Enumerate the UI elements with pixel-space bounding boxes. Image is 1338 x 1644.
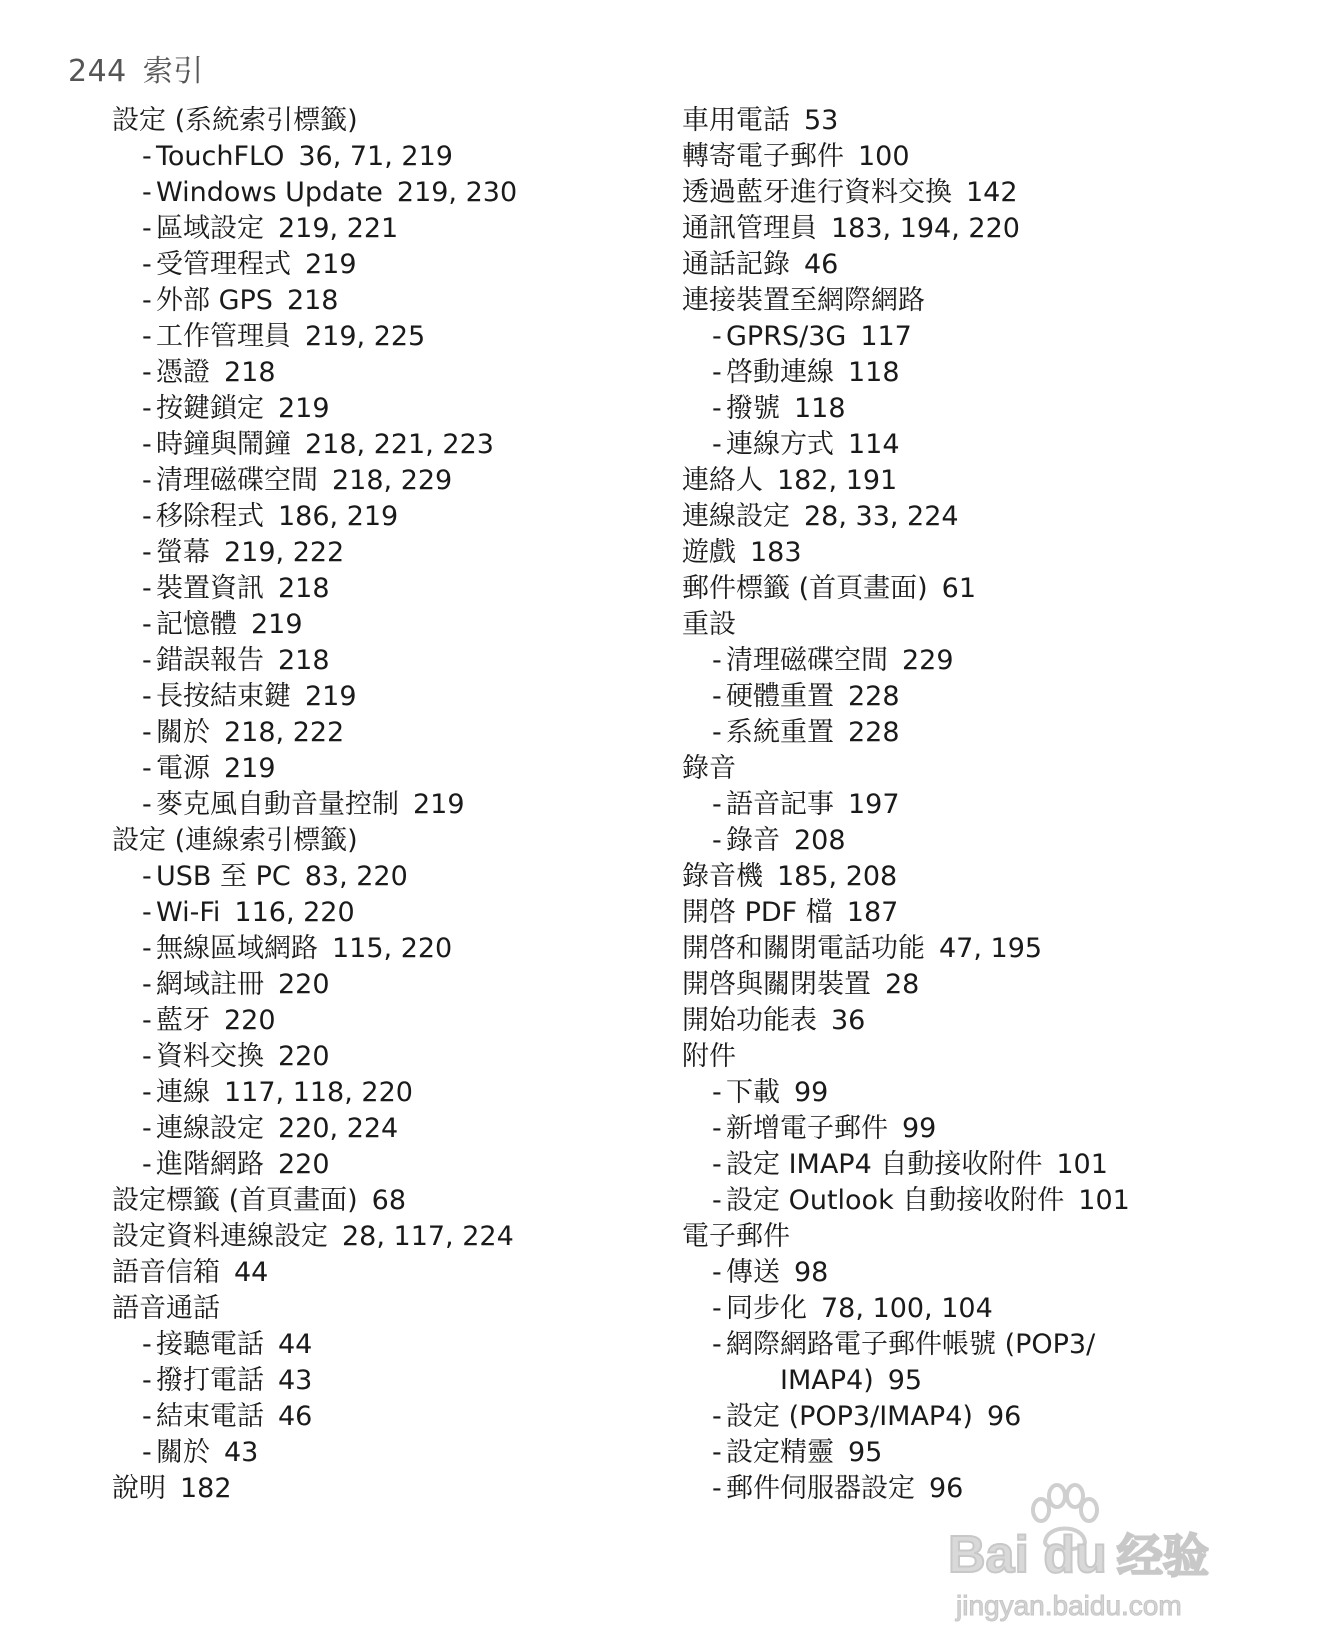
index-entry bbox=[682, 571, 1302, 607]
index-entry bbox=[682, 1219, 1302, 1255]
subentry-dash: - bbox=[142, 609, 152, 640]
index-subentry bbox=[112, 751, 732, 787]
index-subentry bbox=[112, 175, 732, 211]
index-subentry bbox=[682, 787, 1302, 823]
index-page-refs: 28 bbox=[885, 969, 920, 1000]
subentry-dash: - bbox=[712, 429, 722, 460]
index-subentry bbox=[112, 319, 732, 355]
index-page-refs: 95 bbox=[848, 1437, 883, 1468]
index-page-refs: 228 bbox=[848, 717, 900, 748]
subentry-dash: - bbox=[142, 1401, 152, 1432]
subentry-dash: - bbox=[712, 645, 722, 676]
index-subentry bbox=[682, 1327, 1302, 1363]
index-page-refs: 219, 221 bbox=[278, 213, 399, 244]
index-entry bbox=[682, 931, 1302, 967]
index-subentry bbox=[112, 967, 732, 1003]
index-page-refs: 61 bbox=[941, 573, 977, 604]
index-subentry bbox=[112, 463, 732, 499]
index-term: 網際網路電子郵件帳號 (POP3/ bbox=[726, 1329, 1096, 1360]
index-term: 資料交換 bbox=[156, 1041, 264, 1072]
index-page-refs: 218, 229 bbox=[332, 465, 453, 496]
index-term: GPRS/3G bbox=[726, 321, 847, 352]
index-term: 同步化 bbox=[726, 1293, 807, 1324]
index-page-refs: 96 bbox=[929, 1473, 964, 1504]
index-term: 連線方式 bbox=[726, 429, 834, 460]
index-entry bbox=[682, 103, 1302, 139]
index-term: 網域註冊 bbox=[156, 969, 264, 1000]
index-subentry bbox=[112, 571, 732, 607]
subentry-dash: - bbox=[712, 789, 722, 820]
index-term: 進階網路 bbox=[156, 1149, 264, 1180]
index-subentry bbox=[682, 1111, 1302, 1147]
index-subentry bbox=[112, 139, 732, 175]
subentry-dash: - bbox=[712, 393, 722, 424]
index-subentry bbox=[682, 1183, 1302, 1219]
index-term: 麥克風自動音量控制 bbox=[156, 789, 399, 820]
index-subentry bbox=[682, 1435, 1302, 1471]
subentry-dash: - bbox=[142, 573, 152, 604]
index-term: 連線設定 bbox=[156, 1113, 264, 1144]
subentry-dash: - bbox=[712, 681, 722, 712]
index-subentry bbox=[112, 355, 732, 391]
index-subentry bbox=[112, 427, 732, 463]
index-page-refs: 185, 208 bbox=[777, 861, 898, 892]
index-term: 啓動連線 bbox=[726, 357, 834, 388]
index-term: 電子郵件 bbox=[682, 1221, 790, 1252]
watermark-url: jingyan.baidu.com bbox=[956, 1590, 1182, 1621]
index-page-refs: 220 bbox=[224, 1005, 276, 1036]
index-subentry bbox=[682, 427, 1302, 463]
index-page-refs: 219 bbox=[305, 249, 357, 280]
index-page-refs: 219 bbox=[251, 609, 303, 640]
index-page-refs: 220 bbox=[278, 1149, 330, 1180]
index-page-refs: 44 bbox=[278, 1329, 313, 1360]
index-subentry bbox=[112, 499, 732, 535]
index-subentry bbox=[112, 283, 732, 319]
index-term: 開始功能表 bbox=[682, 1005, 817, 1036]
index-page-refs: 78, 100, 104 bbox=[821, 1293, 993, 1324]
subentry-dash: - bbox=[142, 1149, 152, 1180]
index-subentry bbox=[112, 643, 732, 679]
index-page-refs: 44 bbox=[234, 1257, 269, 1288]
index-entry bbox=[682, 139, 1302, 175]
index-page-refs: 47, 195 bbox=[939, 933, 1043, 964]
index-term: USB 至 PC bbox=[156, 861, 291, 892]
index-term: 語音記事 bbox=[726, 789, 834, 820]
index-term: 連接裝置至網際網路 bbox=[682, 285, 925, 316]
index-subentry bbox=[112, 1399, 732, 1435]
index-page-refs: 182 bbox=[180, 1473, 232, 1504]
index-page-refs: 43 bbox=[224, 1437, 259, 1468]
index-term: 撥打電話 bbox=[156, 1365, 264, 1396]
index-term: 設定資料連線設定 bbox=[112, 1221, 328, 1252]
subentry-dash: - bbox=[142, 1041, 152, 1072]
baidu-jingyan-watermark bbox=[948, 1480, 1308, 1630]
index-page-refs: 117, 118, 220 bbox=[224, 1077, 413, 1108]
subentry-dash: - bbox=[142, 1077, 152, 1108]
index-entry bbox=[112, 1183, 732, 1219]
subentry-dash: - bbox=[712, 1473, 722, 1504]
index-term: 連線 bbox=[156, 1077, 210, 1108]
index-page-refs: 219, 222 bbox=[224, 537, 345, 568]
index-term: 設定 (連線索引標籤) bbox=[112, 825, 358, 856]
index-subentry bbox=[112, 247, 732, 283]
index-term: 移除程式 bbox=[156, 501, 264, 532]
index-subentry bbox=[112, 859, 732, 895]
index-page-refs: 218 bbox=[286, 285, 339, 316]
index-term: 通話記錄 bbox=[682, 249, 790, 280]
subentry-dash: - bbox=[712, 825, 722, 856]
index-page-refs: 228 bbox=[848, 681, 900, 712]
index-subentry bbox=[112, 1435, 732, 1471]
subentry-dash: - bbox=[712, 1077, 722, 1108]
index-page-refs: 117 bbox=[860, 321, 912, 352]
index-entry bbox=[682, 211, 1302, 247]
index-term: IMAP4) bbox=[780, 1365, 874, 1396]
subentry-dash: - bbox=[712, 321, 722, 352]
page-header bbox=[68, 46, 204, 90]
index-subentry bbox=[112, 1147, 732, 1183]
index-term: 螢幕 bbox=[156, 537, 210, 568]
index-page-refs: 183, 194, 220 bbox=[831, 213, 1020, 244]
index-entry bbox=[682, 967, 1302, 1003]
subentry-dash: - bbox=[142, 357, 152, 388]
subentry-dash: - bbox=[142, 1437, 152, 1468]
index-term: 語音信箱 bbox=[112, 1257, 220, 1288]
index-term: Windows Update bbox=[156, 177, 383, 208]
index-term: 藍牙 bbox=[156, 1005, 210, 1036]
index-term: 連線設定 bbox=[682, 501, 790, 532]
index-subentry bbox=[112, 1075, 732, 1111]
index-term: 轉寄電子郵件 bbox=[682, 141, 844, 172]
index-term: 接聽電話 bbox=[156, 1329, 264, 1360]
subentry-dash: - bbox=[712, 1113, 722, 1144]
subentry-dash: - bbox=[142, 681, 152, 712]
index-term: 錯誤報告 bbox=[156, 645, 264, 676]
index-term: 郵件標籤 (首頁畫面) bbox=[682, 573, 928, 604]
subentry-dash: - bbox=[142, 897, 152, 928]
index-page-refs: 28, 117, 224 bbox=[342, 1221, 514, 1252]
index-page-refs: 114 bbox=[848, 429, 900, 460]
index-term: 區域設定 bbox=[156, 213, 264, 244]
index-term: 設定 Outlook 自動接收附件 bbox=[726, 1185, 1065, 1216]
index-page-refs: 219 bbox=[413, 789, 465, 820]
index-term: 結束電話 bbox=[156, 1401, 264, 1432]
index-entry bbox=[682, 247, 1302, 283]
index-term: 通訊管理員 bbox=[682, 213, 817, 244]
index-subentry bbox=[112, 535, 732, 571]
subentry-dash: - bbox=[712, 1185, 722, 1216]
subentry-dash: - bbox=[142, 969, 152, 1000]
subentry-dash: - bbox=[712, 1401, 722, 1432]
index-term: 清理磁碟空間 bbox=[726, 645, 888, 676]
subentry-dash: - bbox=[142, 501, 152, 532]
index-term: 電源 bbox=[156, 753, 210, 784]
index-term: 無線區域網路 bbox=[156, 933, 318, 964]
index-page-refs: 208 bbox=[794, 825, 846, 856]
subentry-dash: - bbox=[142, 141, 152, 172]
index-term: 憑證 bbox=[156, 357, 210, 388]
watermark-logo-cn: 经验 bbox=[1116, 1529, 1209, 1583]
index-term: 錄音 bbox=[726, 825, 780, 856]
index-term: 按鍵鎖定 bbox=[156, 393, 264, 424]
index-page-refs: 219, 225 bbox=[305, 321, 426, 352]
index-term: 系統重置 bbox=[726, 717, 834, 748]
index-term: 清理磁碟空間 bbox=[156, 465, 318, 496]
index-subentry bbox=[112, 1003, 732, 1039]
index-entry bbox=[112, 1291, 732, 1327]
index-term: 連絡人 bbox=[682, 465, 763, 496]
index-page-refs: 218 bbox=[278, 645, 330, 676]
subentry-dash: - bbox=[142, 249, 152, 280]
index-subentry bbox=[112, 931, 732, 967]
index-page-refs: 83, 220 bbox=[304, 861, 408, 892]
index-entry bbox=[112, 103, 732, 139]
index-term: 遊戲 bbox=[682, 537, 736, 568]
index-term: 附件 bbox=[682, 1041, 736, 1072]
subentry-dash: - bbox=[142, 753, 152, 784]
index-page-refs: 218 bbox=[224, 357, 276, 388]
index-page-refs: 183 bbox=[750, 537, 802, 568]
index-page-refs: 36 bbox=[831, 1005, 866, 1036]
index-entry bbox=[682, 499, 1302, 535]
index-subentry bbox=[682, 1255, 1302, 1291]
index-page-refs: 99 bbox=[794, 1077, 829, 1108]
subentry-dash: - bbox=[142, 429, 152, 460]
index-column-right bbox=[682, 103, 1302, 1507]
index-entry bbox=[682, 1039, 1302, 1075]
index-page-refs: 46 bbox=[278, 1401, 313, 1432]
index-term: 時鐘與鬧鐘 bbox=[156, 429, 291, 460]
index-page-refs: 96 bbox=[986, 1401, 1022, 1432]
subentry-dash: - bbox=[142, 177, 152, 208]
subentry-dash: - bbox=[712, 1329, 722, 1360]
index-page-refs: 218 bbox=[278, 573, 330, 604]
index-term: 開啓與關閉裝置 bbox=[682, 969, 871, 1000]
page-title: 索引 bbox=[142, 54, 204, 89]
subentry-dash: - bbox=[142, 645, 152, 676]
index-term: 關於 bbox=[156, 717, 210, 748]
subentry-dash: - bbox=[142, 1365, 152, 1396]
index-page-refs: 219 bbox=[224, 753, 276, 784]
index-subentry bbox=[682, 1291, 1302, 1327]
index-page-refs: 99 bbox=[902, 1113, 937, 1144]
index-term: 設定精靈 bbox=[726, 1437, 834, 1468]
index-term: 設定 (系統索引標籤) bbox=[112, 105, 358, 136]
index-term: 語音通話 bbox=[112, 1293, 220, 1324]
index-term: 裝置資訊 bbox=[156, 573, 264, 604]
index-page-refs: 95 bbox=[887, 1365, 923, 1396]
subentry-dash: - bbox=[142, 321, 152, 352]
index-page-refs: 115, 220 bbox=[332, 933, 453, 964]
index-term: 設定 (POP3/IMAP4) bbox=[726, 1401, 973, 1432]
subentry-dash: - bbox=[142, 933, 152, 964]
subentry-dash: - bbox=[712, 1257, 722, 1288]
index-subentry bbox=[112, 211, 732, 247]
index-term: 開啓 PDF 檔 bbox=[682, 897, 833, 928]
index-subentry bbox=[112, 715, 732, 751]
index-page-refs: 186, 219 bbox=[278, 501, 399, 532]
index-page-refs: 118 bbox=[794, 393, 846, 424]
index-term: TouchFLO bbox=[156, 141, 285, 172]
index-page-refs: 219 bbox=[278, 393, 330, 424]
index-entry bbox=[682, 535, 1302, 571]
index-subentry bbox=[112, 391, 732, 427]
index-page-refs: 220 bbox=[278, 1041, 330, 1072]
index-subentry bbox=[682, 715, 1302, 751]
index-subentry bbox=[682, 319, 1302, 355]
index-page-refs: 220 bbox=[278, 969, 330, 1000]
subentry-dash: - bbox=[712, 357, 722, 388]
index-term: 長按結束鍵 bbox=[156, 681, 291, 712]
index-entry bbox=[682, 283, 1302, 319]
watermark-logo bbox=[948, 1520, 1209, 1586]
index-term: 下載 bbox=[726, 1077, 780, 1108]
index-term: 外部 GPS bbox=[156, 285, 273, 316]
index-term: 說明 bbox=[112, 1473, 166, 1504]
index-subentry bbox=[112, 787, 732, 823]
subentry-dash: - bbox=[142, 1005, 152, 1036]
index-page-refs: 36, 71, 219 bbox=[298, 141, 453, 172]
index-term: 車用電話 bbox=[682, 105, 790, 136]
index-column-left bbox=[112, 103, 732, 1507]
index-subentry bbox=[682, 391, 1302, 427]
page-number: 244 bbox=[68, 54, 127, 89]
index-page-refs: 98 bbox=[794, 1257, 829, 1288]
index-term: 重設 bbox=[682, 609, 736, 640]
index-page-refs: 101 bbox=[1078, 1185, 1130, 1216]
index-subentry bbox=[112, 607, 732, 643]
index-page-refs: 43 bbox=[278, 1365, 313, 1396]
index-page-refs: 219 bbox=[305, 681, 357, 712]
watermark-logo-latin: Bai du bbox=[948, 1526, 1107, 1584]
index-term: 工作管理員 bbox=[156, 321, 291, 352]
index-entry bbox=[682, 1003, 1302, 1039]
index-page-refs: 101 bbox=[1056, 1149, 1108, 1180]
index-subentry bbox=[112, 895, 732, 931]
index-subentry bbox=[682, 1075, 1302, 1111]
index-page-refs: 46 bbox=[804, 249, 839, 280]
index-subentry bbox=[112, 1363, 732, 1399]
index-page-refs: 53 bbox=[804, 105, 839, 136]
subentry-dash: - bbox=[712, 717, 722, 748]
index-page-refs: 197 bbox=[848, 789, 900, 820]
index-entry bbox=[112, 823, 732, 859]
index-subentry bbox=[682, 823, 1302, 859]
subentry-dash: - bbox=[712, 1437, 722, 1468]
index-term: 撥號 bbox=[726, 393, 780, 424]
index-subentry bbox=[112, 1111, 732, 1147]
index-page-refs: 142 bbox=[966, 177, 1018, 208]
index-term: 設定 IMAP4 自動接收附件 bbox=[726, 1149, 1043, 1180]
index-entry bbox=[682, 463, 1302, 499]
subentry-dash: - bbox=[712, 1293, 722, 1324]
index-entry bbox=[682, 859, 1302, 895]
index-page-refs: 116, 220 bbox=[234, 897, 355, 928]
index-entry bbox=[112, 1219, 732, 1255]
index-page-refs: 218, 222 bbox=[224, 717, 345, 748]
index-subentry bbox=[682, 679, 1302, 715]
index-page-refs: 118 bbox=[848, 357, 900, 388]
subentry-dash: - bbox=[142, 393, 152, 424]
index-page-refs: 100 bbox=[858, 141, 910, 172]
index-entry bbox=[112, 1471, 732, 1507]
subentry-dash: - bbox=[142, 1113, 152, 1144]
index-page-refs: 182, 191 bbox=[777, 465, 898, 496]
subentry-dash: - bbox=[142, 861, 152, 892]
index-term: 硬體重置 bbox=[726, 681, 834, 712]
index-entry bbox=[682, 751, 1302, 787]
index-page-refs: 28, 33, 224 bbox=[804, 501, 959, 532]
index-term: 錄音 bbox=[682, 753, 736, 784]
index-page-refs: 187 bbox=[846, 897, 899, 928]
index-page-refs: 218, 221, 223 bbox=[305, 429, 494, 460]
index-term: 郵件伺服器設定 bbox=[726, 1473, 915, 1504]
index-page-refs: 229 bbox=[902, 645, 954, 676]
subentry-dash: - bbox=[712, 1149, 722, 1180]
index-term: 記憶體 bbox=[156, 609, 237, 640]
subentry-dash: - bbox=[142, 285, 152, 316]
index-term: 傳送 bbox=[726, 1257, 780, 1288]
index-subentry bbox=[682, 1147, 1302, 1183]
subentry-dash: - bbox=[142, 465, 152, 496]
index-subentry bbox=[682, 643, 1302, 679]
index-subentry bbox=[682, 1399, 1302, 1435]
index-term: Wi-Fi bbox=[156, 897, 221, 928]
index-term: 新增電子郵件 bbox=[726, 1113, 888, 1144]
subentry-dash: - bbox=[142, 717, 152, 748]
index-page-refs: 220, 224 bbox=[278, 1113, 399, 1144]
index-entry bbox=[682, 175, 1302, 211]
index-term: 開啓和關閉電話功能 bbox=[682, 933, 925, 964]
index-term: 關於 bbox=[156, 1437, 210, 1468]
index-subentry bbox=[682, 355, 1302, 391]
index-term: 設定標籤 (首頁畫面) bbox=[112, 1185, 358, 1216]
index-page-refs: 68 bbox=[371, 1185, 407, 1216]
index-entry bbox=[682, 895, 1302, 931]
subentry-dash: - bbox=[142, 1329, 152, 1360]
index-subentry bbox=[112, 1327, 732, 1363]
index-subentry bbox=[112, 1039, 732, 1075]
index-term: 錄音機 bbox=[682, 861, 763, 892]
index-subentry bbox=[112, 679, 732, 715]
index-subentry-continuation bbox=[682, 1363, 1302, 1399]
subentry-dash: - bbox=[142, 789, 152, 820]
index-entry bbox=[682, 607, 1302, 643]
subentry-dash: - bbox=[142, 213, 152, 244]
index-entry bbox=[112, 1255, 732, 1291]
index-term: 受管理程式 bbox=[156, 249, 291, 280]
index-page-refs: 219, 230 bbox=[396, 177, 518, 208]
index-term: 透過藍牙進行資料交換 bbox=[682, 177, 952, 208]
subentry-dash: - bbox=[142, 537, 152, 568]
